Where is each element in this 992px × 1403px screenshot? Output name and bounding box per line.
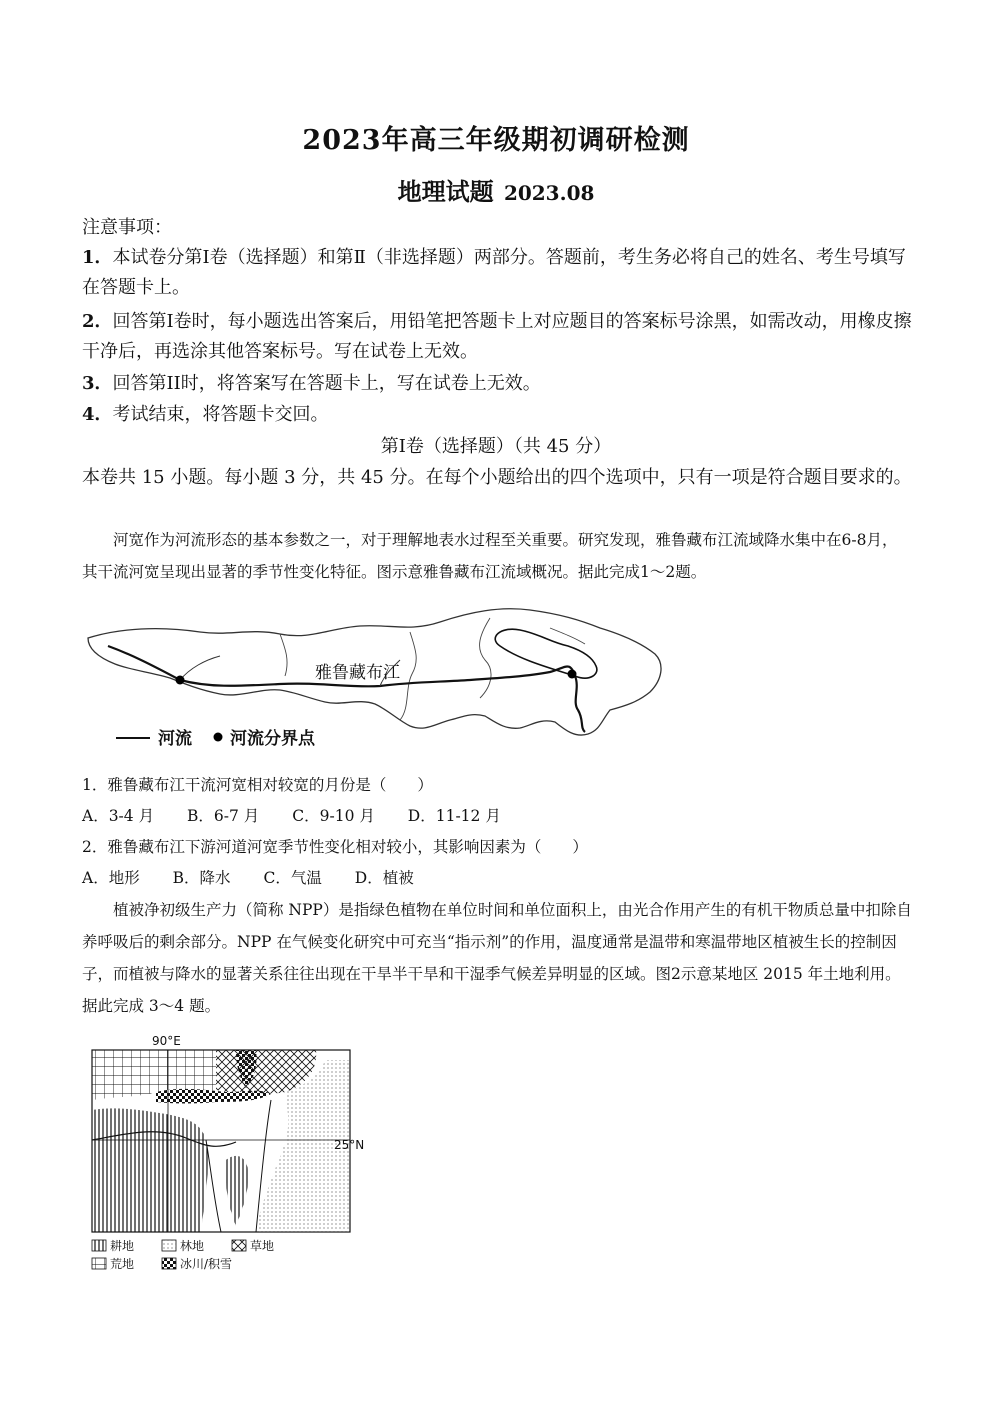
legend-grassland-swatch	[232, 1240, 246, 1251]
passage-2: 植被净初级生产力（简称 NPP）是指绿色植物在单位时间和单位面积上，由光合作用产生的有机干物质总量中扣除自养呼吸后的剩余部分。NPP 在气候变化研究中可充当“指示剂”的作用，温度通常是温带和寒温带地区植被生长的控制因子，而植被与降水的显著关系往往出现在干旱半干旱和干湿季气候差异明显的区域。图2示意某地区 2015 年土地利用。据此完成 3～4 题。	[82, 901, 912, 1015]
note-num: 3．	[82, 373, 113, 394]
river-label: 雅鲁藏布江	[315, 663, 400, 683]
exam-date: 2023.08	[503, 181, 595, 205]
section-instruction: 本卷共 15 小题。每小题 3 分，共 45 分。在每个小题给出的四个选项中，只有一项是符合题目要求的。	[82, 467, 912, 488]
passage-1: 河宽作为河流形态的基本参数之一，对于理解地表水过程至关重要。研究发现，雅鲁藏布江流域降水集中在6-8月，其干流河宽呈现出显著的季节性变化特征。图示意雅鲁藏布江流域概况。据此完成1～2题。	[82, 531, 898, 581]
legend-grassland-label: 草地	[250, 1239, 275, 1253]
subtitle-text: 地理试题	[397, 177, 494, 206]
legend-glacier-label: 冰川/积雪	[180, 1257, 233, 1271]
note-text: 考试结束，将答题卡交回。	[112, 404, 329, 425]
note-item-2	[82, 307, 912, 367]
tributary-loop	[495, 629, 597, 678]
note-item-4	[82, 400, 912, 430]
section-title: 第Ⅰ卷（选择题）（共 45 分）	[380, 436, 612, 457]
note-item-3	[82, 369, 912, 399]
note-item-1	[82, 243, 912, 303]
note-num: 4．	[82, 404, 113, 425]
lat-label: 25°N	[334, 1138, 365, 1152]
option-a[interactable]: A．地形	[82, 869, 140, 887]
legend-cropland-swatch	[92, 1240, 106, 1251]
legend-river-label: 河流	[158, 729, 192, 749]
legend-cropland-label: 耕地	[110, 1239, 135, 1253]
legend-glacier-swatch	[162, 1258, 176, 1269]
map-land-use	[86, 1030, 386, 1280]
option-d[interactable]: D．11-12 月	[407, 807, 501, 825]
sub-basin-line	[480, 618, 491, 698]
sub-basin-line	[280, 634, 287, 676]
legend-barren-swatch	[92, 1258, 106, 1269]
lon-label: 90°E	[152, 1034, 181, 1048]
tributary	[180, 656, 220, 680]
option-b[interactable]: B．6-7 月	[187, 807, 260, 825]
river-division-point	[568, 670, 577, 679]
note-text: 回答第II时，将答案写在答题卡上，写在试卷上无效。	[112, 373, 541, 394]
river-division-point	[176, 676, 185, 685]
option-b[interactable]: B．降水	[172, 869, 231, 887]
note-text: 回答第I卷时，每小题选出答案后，用铅笔把答题卡上对应题目的答案标号涂黑，如需改动，用橡皮擦干净后，再选涂其他答案标号。写在试卷上无效。	[82, 311, 912, 362]
sub-basin-line	[400, 632, 416, 720]
question-1-stem: 1．雅鲁藏布江干流河宽相对较宽的月份是（ ）	[82, 776, 433, 794]
note-num: 2．	[82, 311, 113, 332]
coastline	[206, 1140, 221, 1232]
option-c[interactable]: C．9-10 月	[292, 807, 375, 825]
legend-forest-swatch	[162, 1240, 176, 1251]
page-subtitle	[0, 172, 992, 207]
map-yarlung-basin	[80, 598, 670, 758]
notes-heading: 注意事项：	[82, 217, 172, 238]
note-num: 1．	[82, 247, 113, 268]
page-title: 2023年高三年级期初调研检测	[302, 125, 690, 156]
area-cropland	[92, 1108, 208, 1232]
legend-barren-label: 荒地	[110, 1257, 135, 1271]
option-a[interactable]: A．3-4 月	[82, 807, 155, 825]
area-cropland	[226, 1156, 249, 1226]
option-c[interactable]: C．气温	[263, 869, 322, 887]
legend-point-label: 河流分界点	[230, 729, 315, 749]
legend-point-symbol	[214, 733, 223, 742]
question-2-options	[82, 862, 912, 894]
area-glacier	[156, 1089, 271, 1104]
main-river	[108, 646, 585, 732]
question-2-stem: 2．雅鲁藏布江下游河道河宽季节性变化相对较小，其影响因素为（ ）	[82, 838, 588, 856]
option-d[interactable]: D．植被	[354, 869, 414, 887]
question-1-options	[82, 800, 912, 832]
note-text: 本试卷分第Ⅰ卷（选择题）和第Ⅱ（非选择题）两部分。答题前，考生务必将自己的姓名、考生号填写在答题卡上。	[82, 247, 906, 298]
legend-forest-label: 林地	[180, 1239, 205, 1253]
